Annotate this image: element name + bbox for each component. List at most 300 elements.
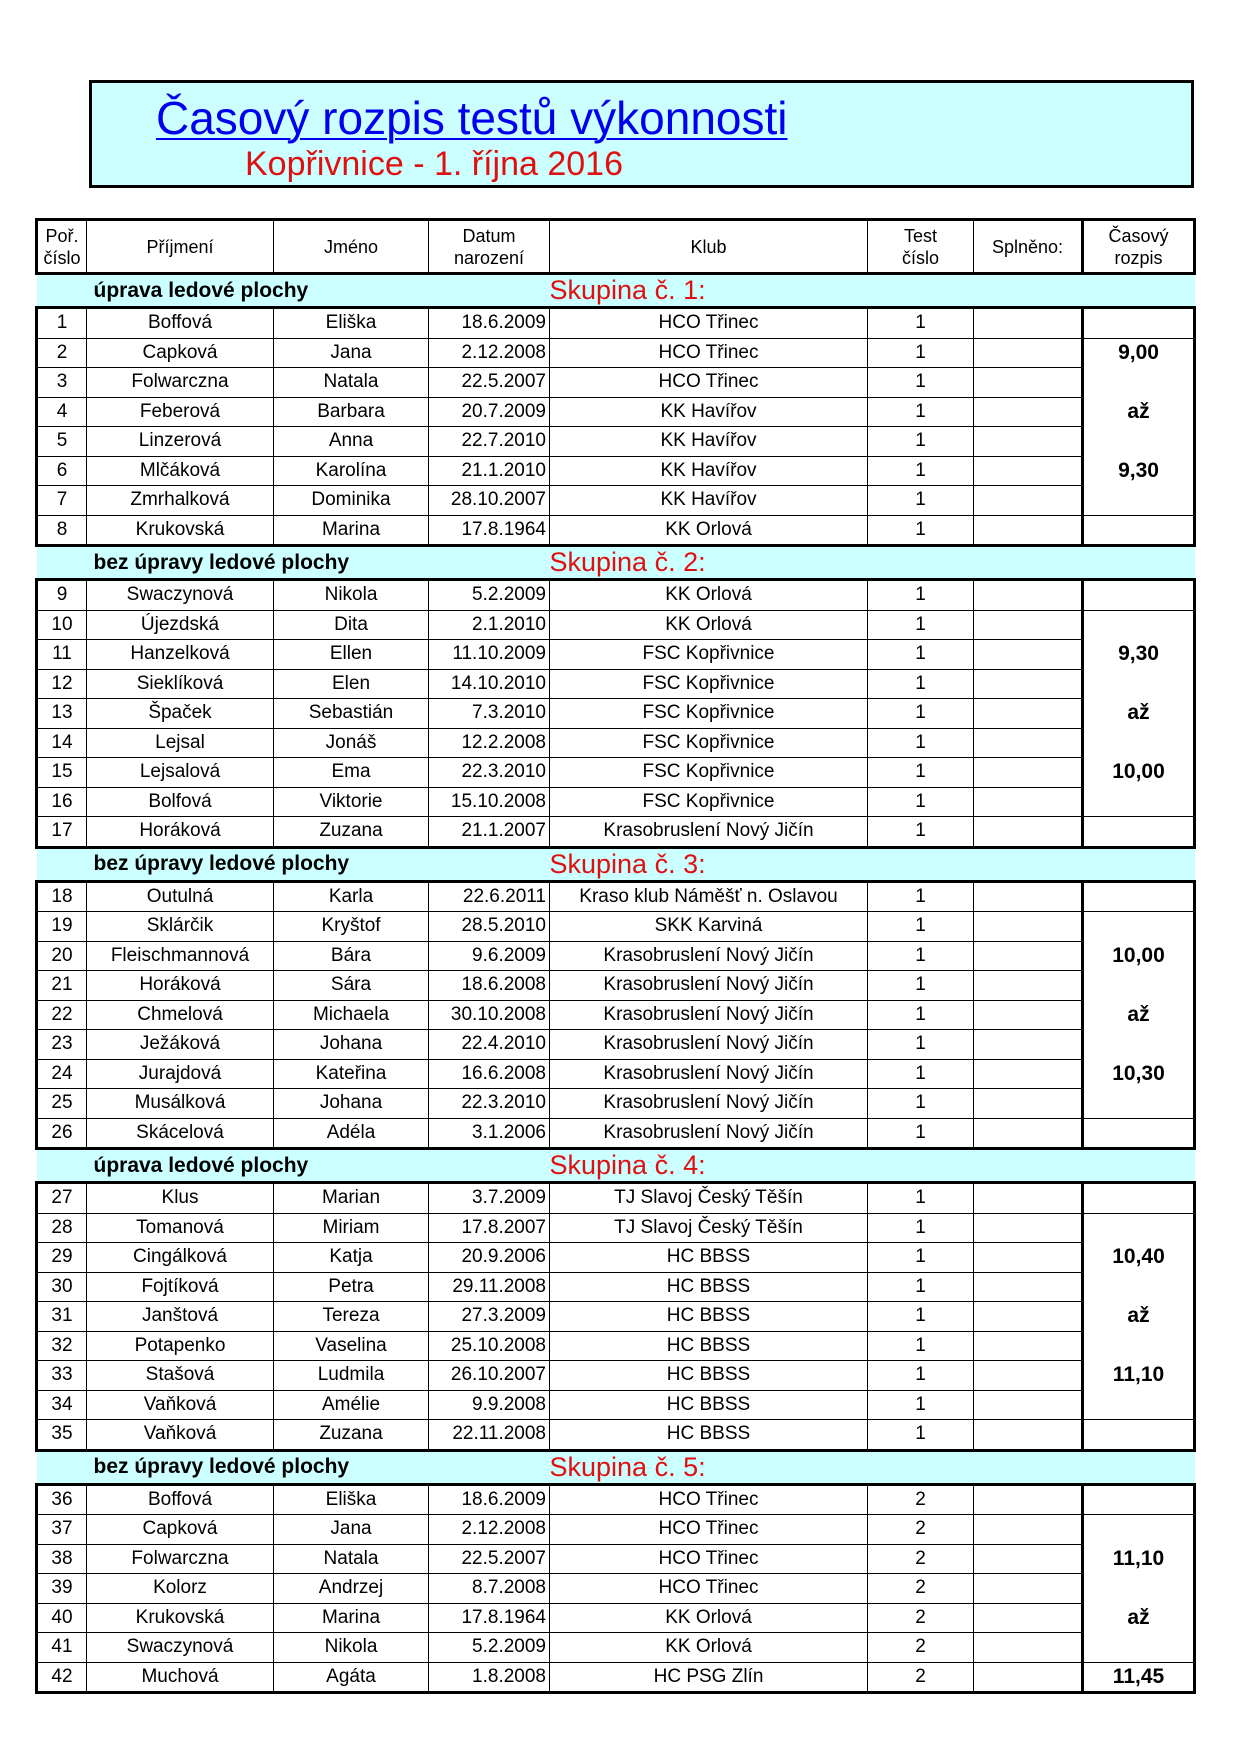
- test-number-cell: 1: [868, 1390, 974, 1420]
- surname-cell: Vaňková: [87, 1390, 274, 1420]
- table-row: [37, 881, 1195, 912]
- table-row: [37, 1420, 1195, 1451]
- firstname-cell: Ellen: [274, 640, 429, 670]
- test-number-cell: 1: [868, 941, 974, 971]
- table-row: [37, 1574, 1195, 1604]
- test-number-cell: 1: [868, 610, 974, 640]
- time-cell: až: [1083, 699, 1195, 729]
- time-cell: [1083, 427, 1195, 457]
- group-description: bez úpravy ledové plochy: [37, 546, 550, 580]
- group-name: Skupina č. 1:: [550, 274, 1195, 308]
- completed-cell: [974, 1089, 1083, 1119]
- row-number: 8: [37, 515, 87, 546]
- firstname-cell: Viktorie: [274, 787, 429, 817]
- birthdate-cell: 17.8.1964: [429, 515, 550, 546]
- time-cell: [1083, 1118, 1195, 1149]
- completed-cell: [974, 486, 1083, 516]
- test-number-cell: 1: [868, 1272, 974, 1302]
- column-header-line: Test: [903, 225, 937, 246]
- club-cell: KK Havířov: [550, 486, 868, 516]
- test-number-cell: 1: [868, 515, 974, 546]
- birthdate-cell: 15.10.2008: [429, 787, 550, 817]
- table-row: [37, 971, 1195, 1001]
- club-cell: HC BBSS: [550, 1361, 868, 1391]
- time-cell: [1083, 1574, 1195, 1604]
- time-cell: [1083, 515, 1195, 546]
- row-number: 15: [37, 758, 87, 788]
- row-number: 35: [37, 1420, 87, 1451]
- row-number: 16: [37, 787, 87, 817]
- table-row: [37, 1243, 1195, 1273]
- time-cell: [1083, 610, 1195, 640]
- birthdate-cell: 20.7.2009: [429, 397, 550, 427]
- birthdate-cell: 22.11.2008: [429, 1420, 550, 1451]
- completed-cell: [974, 881, 1083, 912]
- row-number: 37: [37, 1515, 87, 1545]
- completed-cell: [974, 1544, 1083, 1574]
- birthdate-cell: 7.3.2010: [429, 699, 550, 729]
- schedule-table-body: [37, 220, 1195, 1693]
- surname-cell: Linzerová: [87, 427, 274, 457]
- time-cell: až: [1083, 1000, 1195, 1030]
- surname-cell: Horáková: [87, 971, 274, 1001]
- time-cell: [1083, 1272, 1195, 1302]
- birthdate-cell: 27.3.2009: [429, 1302, 550, 1332]
- birthdate-cell: 3.1.2006: [429, 1118, 550, 1149]
- table-row: [37, 669, 1195, 699]
- time-cell: 9,00: [1083, 338, 1195, 368]
- time-cell: 10,00: [1083, 758, 1195, 788]
- surname-cell: Fleischmannová: [87, 941, 274, 971]
- completed-cell: [974, 1662, 1083, 1693]
- time-cell: [1083, 971, 1195, 1001]
- birthdate-cell: 2.12.2008: [429, 1515, 550, 1545]
- row-number: 7: [37, 486, 87, 516]
- birthdate-cell: 18.6.2009: [429, 1484, 550, 1515]
- club-cell: KK Orlová: [550, 610, 868, 640]
- surname-cell: Újezdská: [87, 610, 274, 640]
- time-cell: [1083, 1484, 1195, 1515]
- birthdate-cell: 11.10.2009: [429, 640, 550, 670]
- table-header-row: [37, 220, 1195, 274]
- club-cell: KK Orlová: [550, 580, 868, 611]
- group-header-row: [37, 274, 1195, 308]
- club-cell: HCO Třinec: [550, 338, 868, 368]
- birthdate-cell: 30.10.2008: [429, 1000, 550, 1030]
- club-cell: KK Havířov: [550, 456, 868, 486]
- table-row: [37, 515, 1195, 546]
- club-cell: KK Havířov: [550, 427, 868, 457]
- club-cell: FSC Kopřivnice: [550, 758, 868, 788]
- birthdate-cell: 3.7.2009: [429, 1183, 550, 1214]
- column-header-line: Příjmení: [146, 236, 214, 257]
- table-row: [37, 456, 1195, 486]
- test-number-cell: 1: [868, 971, 974, 1001]
- birthdate-cell: 22.6.2011: [429, 881, 550, 912]
- row-number: 25: [37, 1089, 87, 1119]
- time-cell: 11,10: [1083, 1544, 1195, 1574]
- firstname-cell: Barbara: [274, 397, 429, 427]
- completed-cell: [974, 758, 1083, 788]
- firstname-cell: Kryštof: [274, 912, 429, 942]
- club-cell: TJ Slavoj Český Těšín: [550, 1213, 868, 1243]
- firstname-cell: Natala: [274, 1544, 429, 1574]
- schedule-table: [35, 218, 1196, 1694]
- club-cell: HC BBSS: [550, 1302, 868, 1332]
- row-number: 5: [37, 427, 87, 457]
- group-name: Skupina č. 5:: [550, 1450, 1195, 1484]
- club-cell: KK Orlová: [550, 1603, 868, 1633]
- test-number-cell: 2: [868, 1633, 974, 1663]
- birthdate-cell: 17.8.1964: [429, 1603, 550, 1633]
- surname-cell: Tomanová: [87, 1213, 274, 1243]
- birthdate-cell: 22.5.2007: [429, 1544, 550, 1574]
- row-number: 36: [37, 1484, 87, 1515]
- row-number: 41: [37, 1633, 87, 1663]
- club-cell: HC BBSS: [550, 1420, 868, 1451]
- time-cell: [1083, 1515, 1195, 1545]
- surname-cell: Klus: [87, 1183, 274, 1214]
- completed-cell: [974, 912, 1083, 942]
- surname-cell: Musálková: [87, 1089, 274, 1119]
- completed-cell: [974, 699, 1083, 729]
- table-row: [37, 1390, 1195, 1420]
- column-header-line: rozpis: [1114, 247, 1163, 268]
- firstname-cell: Sebastián: [274, 699, 429, 729]
- table-row: [37, 1272, 1195, 1302]
- club-cell: Krasobruslení Nový Jičín: [550, 1118, 868, 1149]
- table-row: [37, 941, 1195, 971]
- column-header: [87, 220, 274, 274]
- surname-cell: Vaňková: [87, 1420, 274, 1451]
- row-number: 39: [37, 1574, 87, 1604]
- completed-cell: [974, 610, 1083, 640]
- birthdate-cell: 18.6.2008: [429, 971, 550, 1001]
- table-row: [37, 912, 1195, 942]
- row-number: 11: [37, 640, 87, 670]
- firstname-cell: Andrzej: [274, 1574, 429, 1604]
- firstname-cell: Nikola: [274, 580, 429, 611]
- surname-cell: Feberová: [87, 397, 274, 427]
- column-header: [868, 220, 974, 274]
- row-number: 34: [37, 1390, 87, 1420]
- surname-cell: Sklárčik: [87, 912, 274, 942]
- row-number: 19: [37, 912, 87, 942]
- test-number-cell: 1: [868, 640, 974, 670]
- column-header: [1083, 220, 1195, 274]
- row-number: 32: [37, 1331, 87, 1361]
- completed-cell: [974, 1243, 1083, 1273]
- time-cell: [1083, 486, 1195, 516]
- time-cell: [1083, 1390, 1195, 1420]
- row-number: 18: [37, 881, 87, 912]
- row-number: 21: [37, 971, 87, 1001]
- birthdate-cell: 18.6.2009: [429, 308, 550, 339]
- surname-cell: Kolorz: [87, 1574, 274, 1604]
- time-cell: [1083, 1420, 1195, 1451]
- column-header-line: narození: [453, 247, 525, 268]
- test-number-cell: 1: [868, 728, 974, 758]
- table-row: [37, 699, 1195, 729]
- firstname-cell: Jana: [274, 1515, 429, 1545]
- surname-cell: Folwarczna: [87, 368, 274, 398]
- completed-cell: [974, 817, 1083, 848]
- time-cell: až: [1083, 1603, 1195, 1633]
- row-number: 9: [37, 580, 87, 611]
- club-cell: Krasobruslení Nový Jičín: [550, 971, 868, 1001]
- row-number: 30: [37, 1272, 87, 1302]
- time-cell: 11,10: [1083, 1361, 1195, 1391]
- birthdate-cell: 22.3.2010: [429, 758, 550, 788]
- group-description: úprava ledové plochy: [37, 274, 550, 308]
- firstname-cell: Jana: [274, 338, 429, 368]
- club-cell: HCO Třinec: [550, 1544, 868, 1574]
- table-row: [37, 1515, 1195, 1545]
- surname-cell: Muchová: [87, 1662, 274, 1693]
- test-number-cell: 1: [868, 1030, 974, 1060]
- column-header: [974, 220, 1083, 274]
- column-header: [37, 220, 87, 274]
- time-cell: [1083, 1213, 1195, 1243]
- column-header: [550, 220, 868, 274]
- test-number-cell: 1: [868, 1183, 974, 1214]
- table-row: [37, 368, 1195, 398]
- test-number-cell: 1: [868, 1243, 974, 1273]
- firstname-cell: Marina: [274, 515, 429, 546]
- test-number-cell: 1: [868, 1213, 974, 1243]
- club-cell: HC BBSS: [550, 1272, 868, 1302]
- group-header-row: [37, 1450, 1195, 1484]
- firstname-cell: Miriam: [274, 1213, 429, 1243]
- club-cell: SKK Karviná: [550, 912, 868, 942]
- surname-cell: Lejsalová: [87, 758, 274, 788]
- firstname-cell: Vaselina: [274, 1331, 429, 1361]
- completed-cell: [974, 1183, 1083, 1214]
- row-number: 2: [37, 338, 87, 368]
- birthdate-cell: 5.2.2009: [429, 1633, 550, 1663]
- test-number-cell: 1: [868, 1361, 974, 1391]
- table-row: [37, 427, 1195, 457]
- time-cell: až: [1083, 1302, 1195, 1332]
- time-cell: 10,30: [1083, 1059, 1195, 1089]
- table-row: [37, 486, 1195, 516]
- completed-cell: [974, 338, 1083, 368]
- firstname-cell: Zuzana: [274, 817, 429, 848]
- table-row: [37, 397, 1195, 427]
- club-cell: Krasobruslení Nový Jičín: [550, 1030, 868, 1060]
- row-number: 3: [37, 368, 87, 398]
- completed-cell: [974, 787, 1083, 817]
- firstname-cell: Amélie: [274, 1390, 429, 1420]
- row-number: 6: [37, 456, 87, 486]
- table-row: [37, 640, 1195, 670]
- row-number: 28: [37, 1213, 87, 1243]
- firstname-cell: Dita: [274, 610, 429, 640]
- firstname-cell: Agáta: [274, 1662, 429, 1693]
- club-cell: FSC Kopřivnice: [550, 640, 868, 670]
- test-number-cell: 2: [868, 1544, 974, 1574]
- completed-cell: [974, 669, 1083, 699]
- firstname-cell: Ema: [274, 758, 429, 788]
- test-number-cell: 1: [868, 580, 974, 611]
- page-title: Časový rozpis testů výkonnosti: [156, 92, 788, 144]
- test-number-cell: 1: [868, 1302, 974, 1332]
- test-number-cell: 1: [868, 427, 974, 457]
- table-row: [37, 1662, 1195, 1693]
- surname-cell: Folwarczna: [87, 1544, 274, 1574]
- surname-cell: Fojtíková: [87, 1272, 274, 1302]
- time-cell: 10,00: [1083, 941, 1195, 971]
- birthdate-cell: 14.10.2010: [429, 669, 550, 699]
- test-number-cell: 1: [868, 1059, 974, 1089]
- completed-cell: [974, 1390, 1083, 1420]
- row-number: 1: [37, 308, 87, 339]
- row-number: 33: [37, 1361, 87, 1391]
- row-number: 17: [37, 817, 87, 848]
- firstname-cell: Dominika: [274, 486, 429, 516]
- completed-cell: [974, 368, 1083, 398]
- time-cell: 9,30: [1083, 640, 1195, 670]
- surname-cell: Chmelová: [87, 1000, 274, 1030]
- test-number-cell: 1: [868, 1331, 974, 1361]
- test-number-cell: 1: [868, 338, 974, 368]
- surname-cell: Hanzelková: [87, 640, 274, 670]
- time-cell: [1083, 787, 1195, 817]
- firstname-cell: Petra: [274, 1272, 429, 1302]
- surname-cell: Janštová: [87, 1302, 274, 1332]
- completed-cell: [974, 515, 1083, 546]
- surname-cell: Bolfová: [87, 787, 274, 817]
- group-description: bez úpravy ledové plochy: [37, 1450, 550, 1484]
- completed-cell: [974, 580, 1083, 611]
- group-name: Skupina č. 4:: [550, 1149, 1195, 1183]
- time-cell: 11,45: [1083, 1662, 1195, 1693]
- birthdate-cell: 9.6.2009: [429, 941, 550, 971]
- birthdate-cell: 17.8.2007: [429, 1213, 550, 1243]
- club-cell: FSC Kopřivnice: [550, 669, 868, 699]
- firstname-cell: Bára: [274, 941, 429, 971]
- table-row: [37, 308, 1195, 339]
- firstname-cell: Eliška: [274, 1484, 429, 1515]
- table-row: [37, 728, 1195, 758]
- row-number: 26: [37, 1118, 87, 1149]
- time-cell: [1083, 1089, 1195, 1119]
- surname-cell: Skácelová: [87, 1118, 274, 1149]
- time-cell: [1083, 881, 1195, 912]
- firstname-cell: Sára: [274, 971, 429, 1001]
- row-number: 24: [37, 1059, 87, 1089]
- birthdate-cell: 1.8.2008: [429, 1662, 550, 1693]
- column-header-line: číslo: [43, 247, 81, 268]
- completed-cell: [974, 1302, 1083, 1332]
- test-number-cell: 1: [868, 1089, 974, 1119]
- table-row: [37, 1089, 1195, 1119]
- row-number: 23: [37, 1030, 87, 1060]
- surname-cell: Krukovská: [87, 515, 274, 546]
- row-number: 10: [37, 610, 87, 640]
- completed-cell: [974, 1331, 1083, 1361]
- firstname-cell: Nikola: [274, 1633, 429, 1663]
- firstname-cell: Zuzana: [274, 1420, 429, 1451]
- club-cell: HCO Třinec: [550, 1574, 868, 1604]
- birthdate-cell: 26.10.2007: [429, 1361, 550, 1391]
- club-cell: KK Orlová: [550, 1633, 868, 1663]
- group-description: úprava ledové plochy: [37, 1149, 550, 1183]
- surname-cell: Krukovská: [87, 1603, 274, 1633]
- table-row: [37, 1331, 1195, 1361]
- completed-cell: [974, 1484, 1083, 1515]
- completed-cell: [974, 1361, 1083, 1391]
- completed-cell: [974, 1515, 1083, 1545]
- club-cell: Krasobruslení Nový Jičín: [550, 941, 868, 971]
- test-number-cell: 1: [868, 669, 974, 699]
- test-number-cell: 1: [868, 486, 974, 516]
- club-cell: FSC Kopřivnice: [550, 728, 868, 758]
- birthdate-cell: 5.2.2009: [429, 580, 550, 611]
- completed-cell: [974, 1118, 1083, 1149]
- firstname-cell: Ludmila: [274, 1361, 429, 1391]
- test-number-cell: 1: [868, 456, 974, 486]
- firstname-cell: Marina: [274, 1603, 429, 1633]
- completed-cell: [974, 1213, 1083, 1243]
- row-number: 42: [37, 1662, 87, 1693]
- surname-cell: Špaček: [87, 699, 274, 729]
- birthdate-cell: 2.12.2008: [429, 338, 550, 368]
- column-header-line: číslo: [901, 247, 939, 268]
- test-number-cell: 2: [868, 1515, 974, 1545]
- club-cell: Krasobruslení Nový Jičín: [550, 1089, 868, 1119]
- test-number-cell: 2: [868, 1603, 974, 1633]
- row-number: 31: [37, 1302, 87, 1332]
- club-cell: HCO Třinec: [550, 1515, 868, 1545]
- club-cell: Krasobruslení Nový Jičín: [550, 817, 868, 848]
- test-number-cell: 1: [868, 368, 974, 398]
- firstname-cell: Anna: [274, 427, 429, 457]
- test-number-cell: 1: [868, 787, 974, 817]
- surname-cell: Boffová: [87, 1484, 274, 1515]
- group-name: Skupina č. 3:: [550, 847, 1195, 881]
- surname-cell: Capková: [87, 338, 274, 368]
- completed-cell: [974, 1420, 1083, 1451]
- firstname-cell: Natala: [274, 368, 429, 398]
- club-cell: FSC Kopřivnice: [550, 699, 868, 729]
- column-header-line: Časový: [1108, 225, 1169, 246]
- test-number-cell: 1: [868, 881, 974, 912]
- birthdate-cell: 9.9.2008: [429, 1390, 550, 1420]
- time-cell: [1083, 368, 1195, 398]
- club-cell: HCO Třinec: [550, 308, 868, 339]
- table-row: [37, 1000, 1195, 1030]
- group-header-row: [37, 847, 1195, 881]
- club-cell: Kraso klub Náměšť n. Oslavou: [550, 881, 868, 912]
- firstname-cell: Adéla: [274, 1118, 429, 1149]
- surname-cell: Lejsal: [87, 728, 274, 758]
- completed-cell: [974, 427, 1083, 457]
- table-row: [37, 610, 1195, 640]
- title-box: [89, 80, 1194, 188]
- club-cell: HC BBSS: [550, 1390, 868, 1420]
- club-cell: KK Havířov: [550, 397, 868, 427]
- row-number: 22: [37, 1000, 87, 1030]
- group-name: Skupina č. 2:: [550, 546, 1195, 580]
- table-row: [37, 1633, 1195, 1663]
- birthdate-cell: 28.10.2007: [429, 486, 550, 516]
- table-row: [37, 1361, 1195, 1391]
- club-cell: HC BBSS: [550, 1331, 868, 1361]
- birthdate-cell: 8.7.2008: [429, 1574, 550, 1604]
- club-cell: HCO Třinec: [550, 368, 868, 398]
- completed-cell: [974, 456, 1083, 486]
